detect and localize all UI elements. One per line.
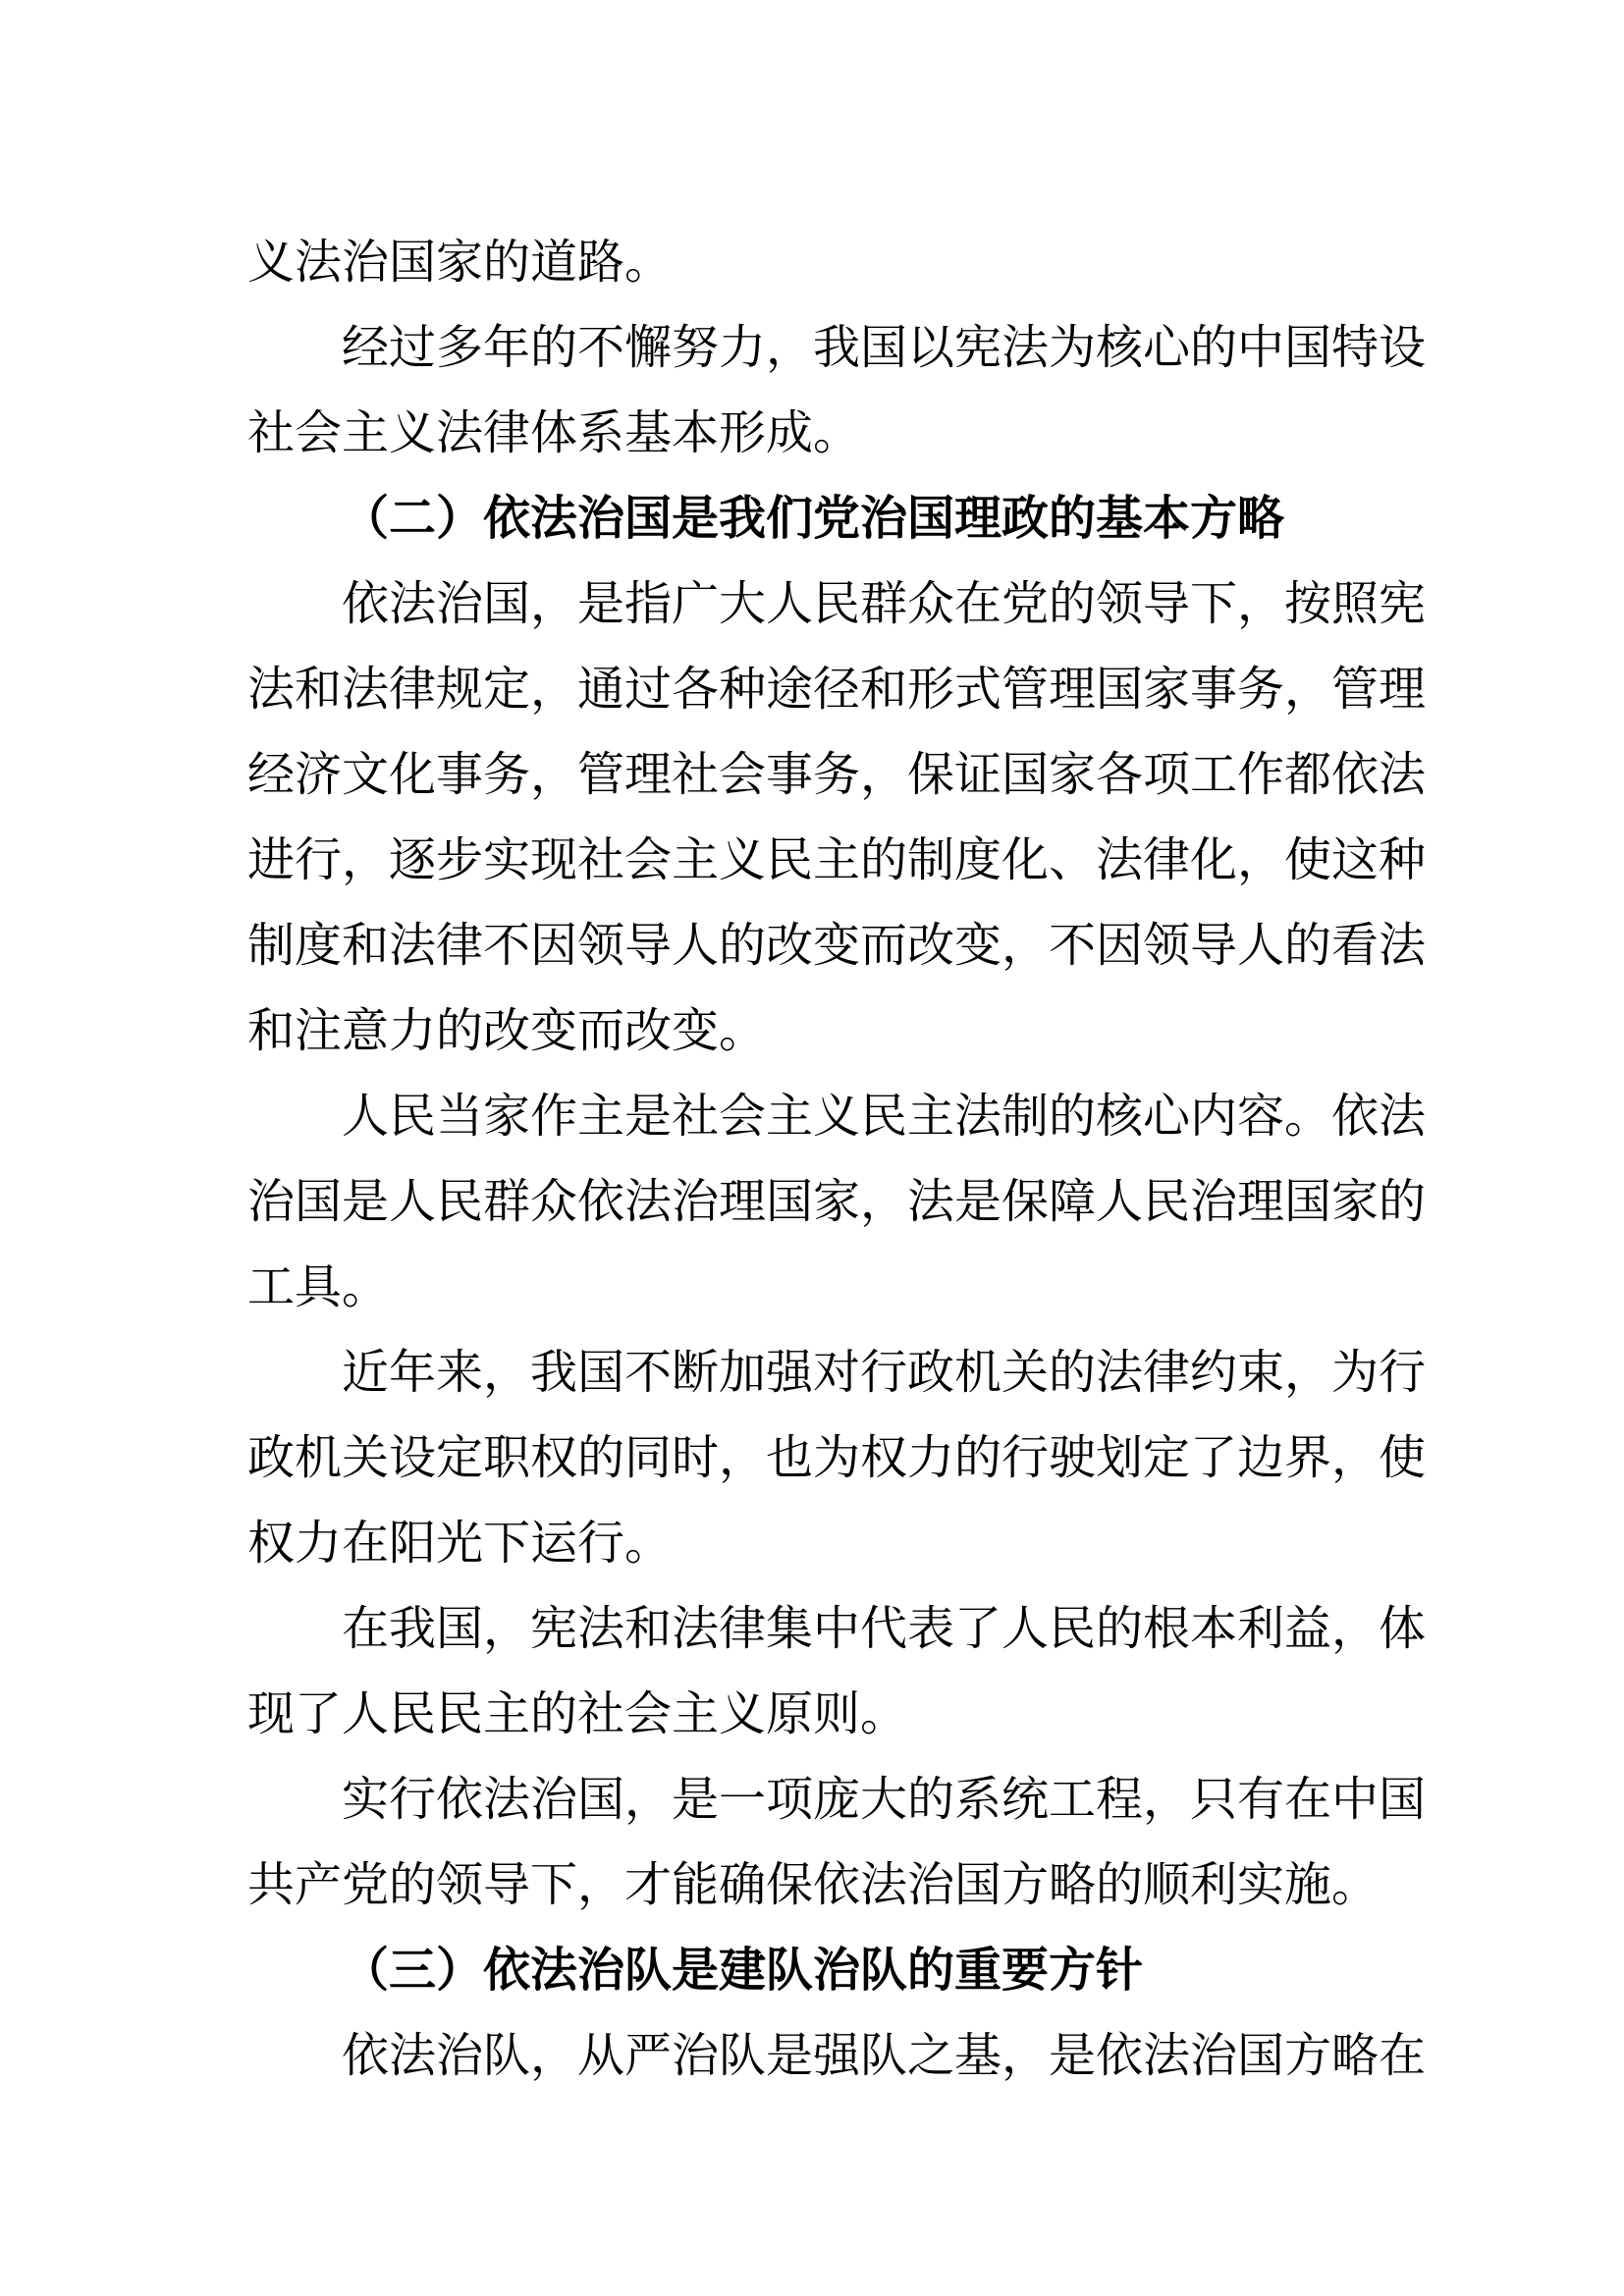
- text-line: 进行，逐步实现社会主义民主的制度化、法律化，使这种: [247, 832, 1427, 887]
- text-line: 经过多年的不懈努力，我国以宪法为核心的中国特设: [342, 320, 1427, 375]
- paragraph: [247, 561, 1427, 1074]
- paragraph: [247, 1757, 1427, 1928]
- text-line: 义法治国家的道路。: [247, 235, 673, 290]
- text-line: 经济文化事务，管理社会事务，保证国家各项工作都依法: [247, 747, 1427, 802]
- section-heading: [247, 476, 1384, 561]
- text-line: 现了人民民主的社会主义原则。: [247, 1686, 908, 1741]
- text-line: 在我国，宪法和法律集中代表了人民的根本利益，体: [342, 1601, 1427, 1656]
- text-line: （二）依法治国是我们党治国理政的基本方略: [342, 491, 1285, 546]
- text-line: 治国是人民群众依法治理国家，法是保障人民治理国家的: [247, 1174, 1427, 1229]
- text-line: 工具。: [247, 1259, 390, 1314]
- text-line: 依法治国，是指广大人民群众在党的领导下，按照宪: [342, 576, 1427, 631]
- paragraph: [247, 1330, 1427, 1586]
- text-line: 近年来，我国不断加强对行政机关的法律约束，为行: [342, 1345, 1427, 1400]
- text-line: 和注意力的改变而改变。: [247, 1003, 767, 1058]
- paragraph: [247, 1074, 1427, 1330]
- paragraph: [247, 1586, 1427, 1757]
- text-line: 制度和法律不因领导人的改变而改变，不因领导人的看法: [247, 918, 1427, 973]
- text-line: 共产党的领导下，才能确保依法治国方略的顺利实施。: [247, 1857, 1380, 1912]
- text-line: 法和法律规定，通过各种途径和形式管理国家事务，管理: [247, 662, 1427, 717]
- paragraph: [247, 2013, 1427, 2099]
- text-line: 政机关设定职权的同时，也为权力的行驶划定了边界，使: [247, 1430, 1427, 1485]
- paragraph: [247, 220, 1384, 305]
- text-line: 人民当家作主是社会主义民主法制的核心内容。依法: [342, 1089, 1427, 1144]
- paragraph: [247, 305, 1427, 476]
- text-line: （三）依法治队是建队治队的重要方针: [342, 1943, 1144, 1998]
- section-heading: [247, 1928, 1384, 2013]
- text-line: 实行依法治国，是一项庞大的系统工程，只有在中国: [342, 1772, 1427, 1827]
- text-line: 权力在阳光下运行。: [247, 1516, 673, 1571]
- document-body: [247, 220, 1427, 2099]
- text-line: 依法治队，从严治队是强队之基，是依法治国方略在: [342, 2028, 1427, 2083]
- text-line: 社会主义法律体系基本形成。: [247, 405, 861, 460]
